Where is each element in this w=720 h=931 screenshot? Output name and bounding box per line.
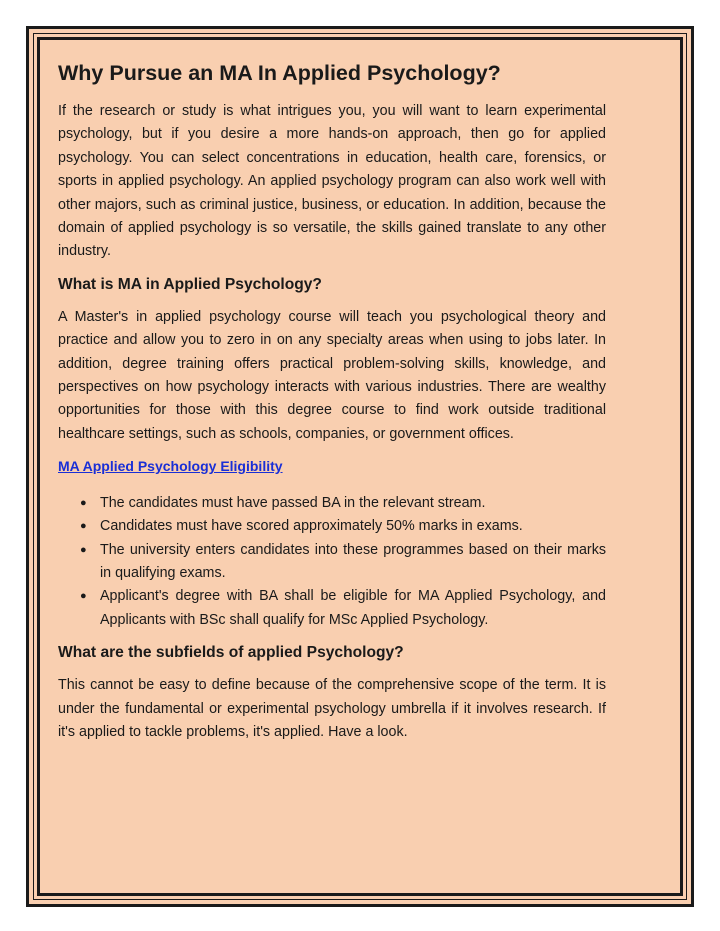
list-item: ● The candidates must have passed BA in the relevant stream.	[58, 492, 606, 515]
eligibility-link[interactable]: MA Applied Psychology Eligibility	[58, 458, 283, 475]
page-title: Why Pursue an MA In Applied Psychology?	[58, 61, 501, 85]
bullet-icon: ●	[80, 496, 87, 509]
document-content	[58, 58, 606, 753]
section-heading-subfields: What are the subfields of applied Psychology?	[58, 644, 404, 662]
list-item: ● Candidates must have scored approximately 50% marks in exams.	[58, 515, 606, 538]
section-paragraph-ma-applied: A Master's in applied psychology course will teach you psychological theory and practice and allow you to zero in on any specialty areas when using to jobs later. In addition, degree training offers practical problem-solving skills, knowledge, and perspectives on how psychology interacts with various industries. There are wealthy opportunities for those with this degree course to find work outside traditional healthcare settings, such as schools, companies, or government offices.	[58, 308, 606, 442]
intro-paragraph: If the research or study is what intrigues you, you will want to learn experimental psychology, but if you desire a more hands-on approach, then go for applied psychology. You can select concentrations in education, health care, forensics, or sports in applied psychology. An applied psychology program can also work well with other majors, such as criminal justice, business, or education. In addition, because the domain of applied psychology is so versatile, the skills gained translate to any other industry.	[58, 103, 606, 260]
section-paragraph-subfields: This cannot be easy to define because of the comprehensive scope of the term. It is under the fundamental or experimental psychology umbrella if it involves research. If it's applied to tackle problems, it's applied. Have a look.	[58, 677, 606, 740]
list-item: ● Applicant's degree with BA shall be eligible for MA Applied Psychology, and Applicants with BSc shall qualify for MSc Applied Psychology.	[58, 585, 606, 632]
section-heading-ma-applied: What is MA in Applied Psychology?	[58, 275, 322, 293]
bullet-icon: ●	[80, 543, 87, 556]
eligibility-list	[58, 492, 606, 632]
list-item: ● The university enters candidates into these programmes based on their marks in qualifying exams.	[58, 539, 606, 586]
bullet-icon: ●	[80, 590, 87, 603]
bullet-icon: ●	[80, 520, 87, 533]
